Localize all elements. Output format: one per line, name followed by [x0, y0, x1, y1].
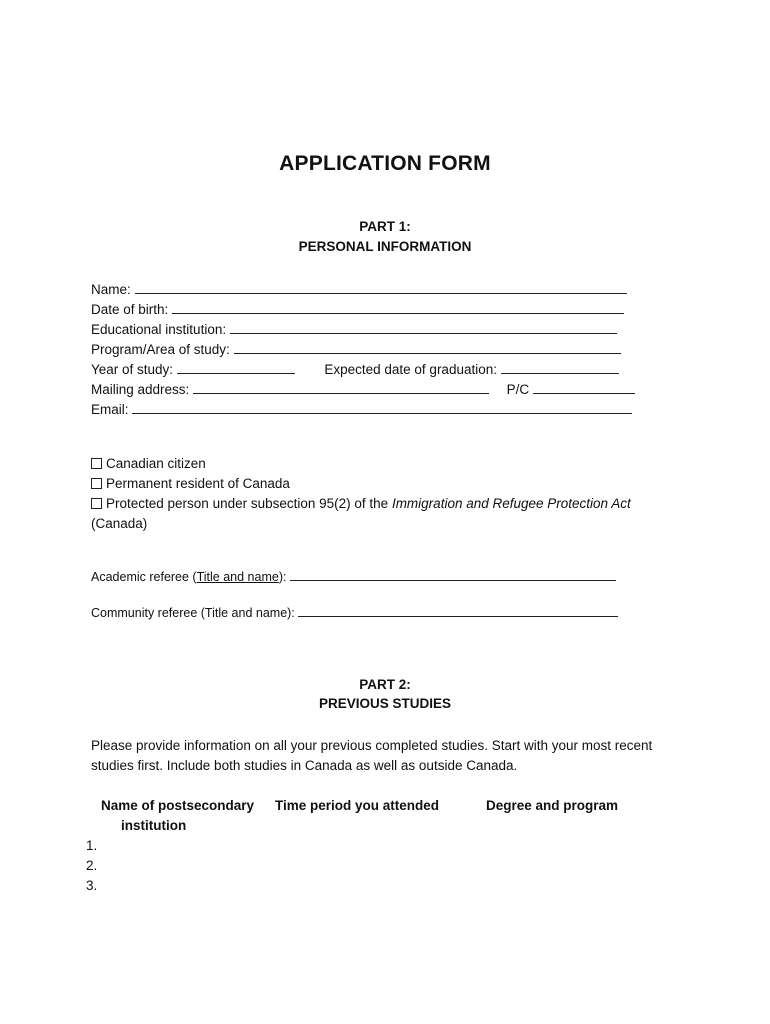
- citizen-checkbox[interactable]: [91, 458, 102, 469]
- name-field[interactable]: [135, 279, 627, 294]
- year-field[interactable]: [177, 359, 295, 374]
- year-row: [91, 359, 619, 379]
- protected-label: Protected person under subsection 95(2) of the: [106, 496, 392, 511]
- mailing-row: [91, 379, 635, 399]
- postal-label: P/C: [506, 382, 530, 397]
- community-referee-label: Community referee (Title and name):: [91, 606, 295, 620]
- header-time-period: Time period you attended: [275, 798, 440, 813]
- academic-referee-underlined: Title and name: [196, 570, 279, 584]
- program-field[interactable]: [234, 339, 621, 354]
- header-institution: [101, 796, 261, 836]
- study-row-2-number: 2.: [86, 858, 98, 873]
- name-label: Name:: [91, 282, 131, 297]
- part1-subheading: PERSONAL INFORMATION: [298, 239, 472, 254]
- part2-instructions: Please provide information on all your previous completed studies. Start with your most recent studies first. Include both studies in Canada as well as outside Canada.: [91, 738, 653, 773]
- part2-heading: PART 2:: [359, 677, 411, 692]
- status-protected-row-cont: [91, 514, 147, 534]
- institution-field[interactable]: [230, 319, 617, 334]
- mailing-field[interactable]: [193, 379, 489, 394]
- citizen-label: Canadian citizen: [106, 456, 206, 471]
- header-institution-line2: institution: [121, 818, 187, 833]
- academic-referee-field[interactable]: [290, 566, 616, 581]
- protected-checkbox[interactable]: [91, 498, 102, 509]
- study-row-3-number: 3.: [86, 878, 98, 893]
- status-protected-row: [91, 494, 631, 514]
- study-row-1-number: 1.: [86, 838, 98, 853]
- institution-row: [91, 319, 617, 339]
- dob-field[interactable]: [172, 299, 624, 314]
- email-row: [91, 399, 632, 419]
- email-label: Email:: [91, 402, 129, 417]
- status-resident-row: [91, 474, 290, 494]
- academic-referee-label: Academic referee (: [91, 570, 197, 584]
- part1-heading: PART 1:: [359, 219, 411, 234]
- academic-referee-row: [91, 566, 616, 586]
- status-citizen-row: [91, 454, 206, 474]
- dob-row: [91, 299, 624, 319]
- header-institution-line1: Name of postsecondary: [101, 798, 255, 813]
- year-label: Year of study:: [91, 362, 174, 377]
- program-row: [91, 339, 621, 359]
- part2-subheading: PREVIOUS STUDIES: [318, 696, 452, 711]
- academic-referee-close: ):: [278, 570, 287, 584]
- graduation-field[interactable]: [501, 359, 619, 374]
- name-row: [91, 279, 627, 299]
- protected-act-title: Immigration and Refugee Protection Act: [391, 496, 631, 511]
- community-referee-row: [91, 602, 618, 622]
- header-degree: Degree and program: [486, 798, 619, 813]
- mailing-label: Mailing address:: [91, 382, 190, 397]
- graduation-label: Expected date of graduation:: [324, 362, 497, 377]
- community-referee-field[interactable]: [298, 602, 618, 617]
- form-title: APPLICATION FORM: [279, 152, 491, 175]
- program-label: Program/Area of study:: [91, 342, 230, 357]
- protected-suffix: (Canada): [91, 516, 148, 531]
- postal-field[interactable]: [533, 379, 635, 394]
- institution-label: Educational institution:: [91, 322, 227, 337]
- resident-label: Permanent resident of Canada: [106, 476, 290, 491]
- resident-checkbox[interactable]: [91, 478, 102, 489]
- email-field[interactable]: [132, 399, 632, 414]
- dob-label: Date of birth:: [91, 302, 169, 317]
